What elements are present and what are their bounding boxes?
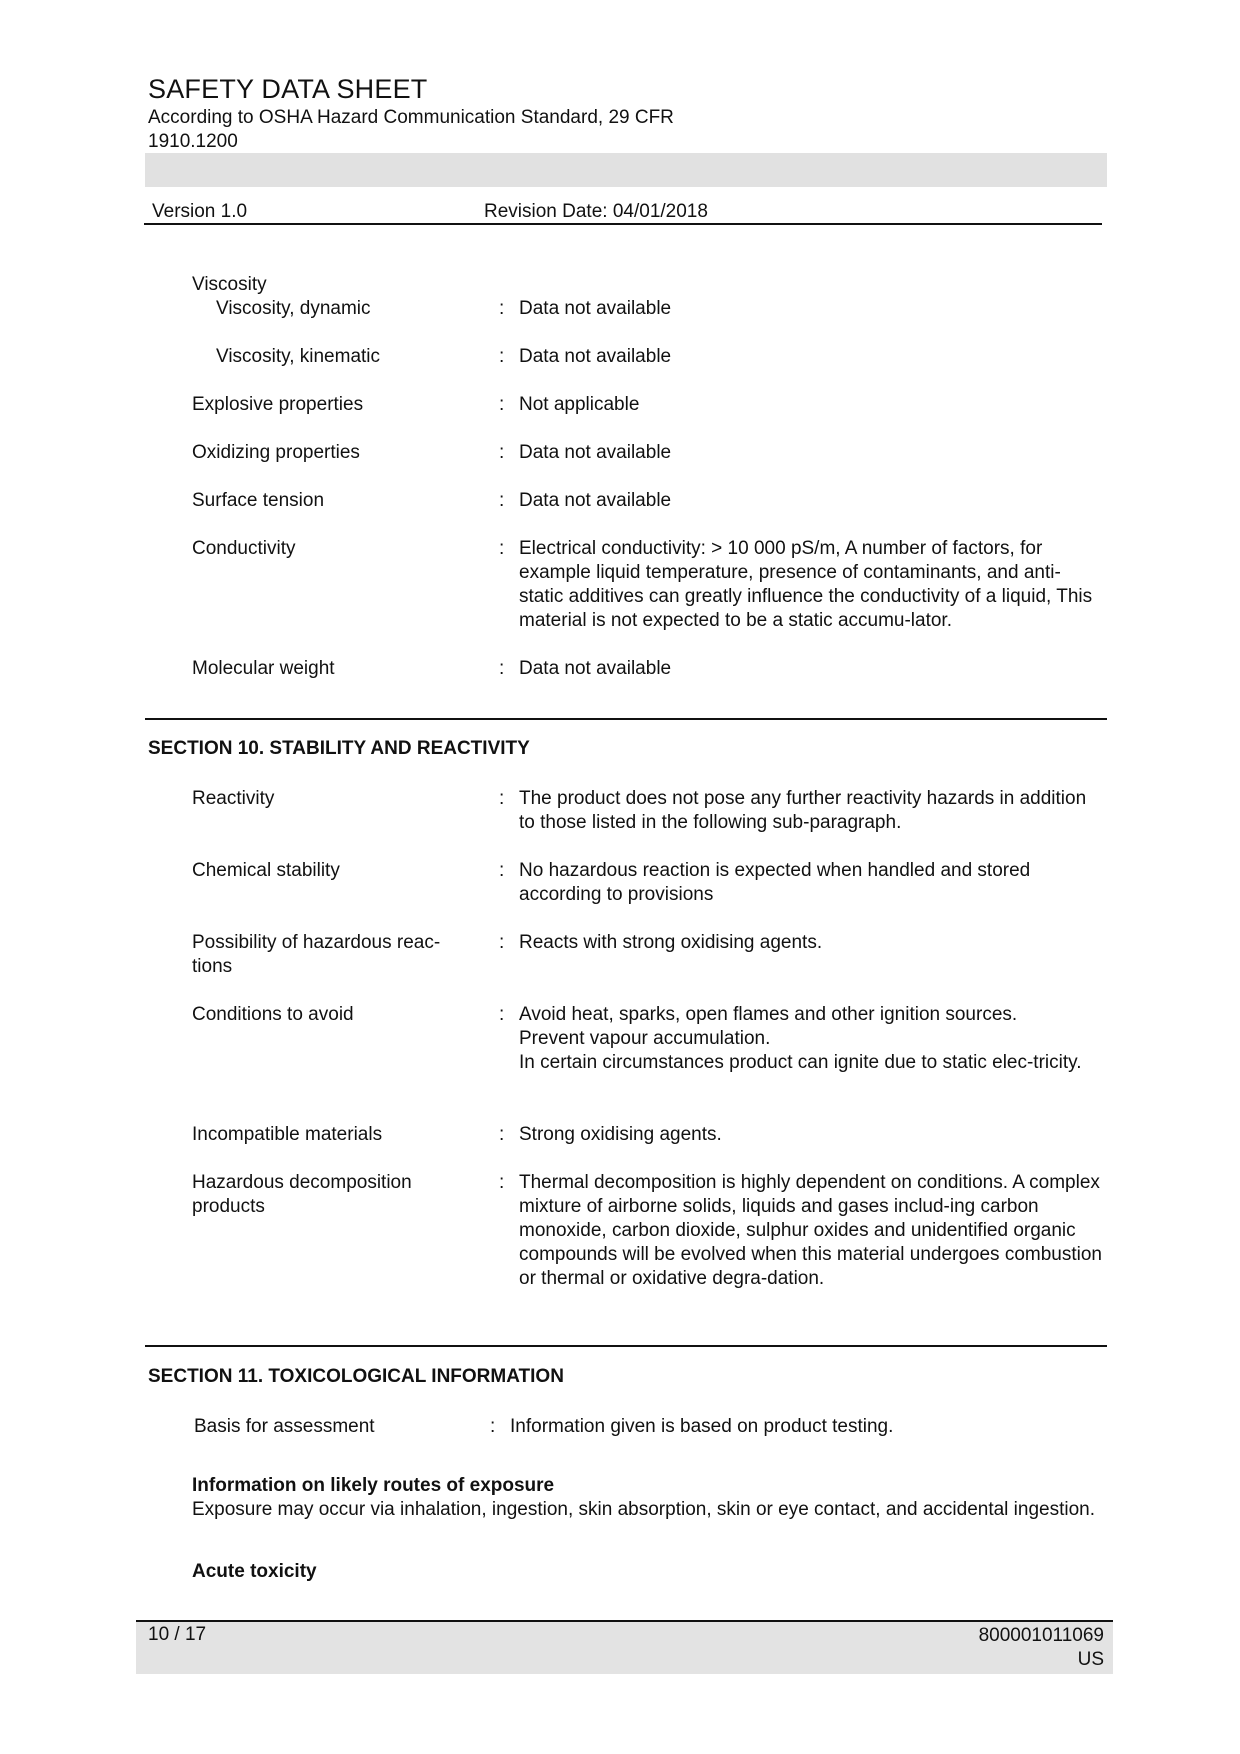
property-value: Data not available: [519, 490, 672, 511]
property-label: Reactivity: [192, 788, 275, 809]
property-value: The product does not pose any further reactivity hazards in addition to those listed in the following sub-paragraph.: [519, 788, 1087, 833]
acute-toxicity-heading: Acute toxicity: [192, 1561, 317, 1582]
property-label: Possibility of hazardous reac-tions: [192, 932, 441, 977]
subtitle-line-1: According to OSHA Hazard Communication Standard, 29 CFR: [148, 107, 674, 128]
property-value: Strong oxidising agents.: [519, 1124, 722, 1145]
condition-line: Prevent vapour accumulation.: [519, 1028, 771, 1049]
document-title: SAFETY DATA SHEET: [148, 74, 428, 104]
property-label: Molecular weight: [192, 658, 335, 679]
section-divider: [145, 718, 1107, 720]
document-region: US: [1077, 1649, 1104, 1670]
property-value: Data not available: [519, 442, 672, 463]
property-label: Explosive properties: [192, 394, 364, 415]
condition-line: Avoid heat, sparks, open flames and other ignition sources.: [519, 1004, 1018, 1025]
property-label: Viscosity, dynamic: [216, 298, 371, 319]
routes-text: Exposure may occur via inhalation, ingestion, skin absorption, skin or eye contact, and accidental ingestion.: [192, 1499, 1096, 1520]
section-11-heading: SECTION 11. TOXICOLOGICAL INFORMATION: [148, 1366, 564, 1387]
property-label: Surface tension: [192, 490, 325, 511]
property-value: Thermal decomposition is highly dependent on conditions. A complex mixture of airborne solids, liquids and gases includ-ing carbon monoxide, carbon dioxide, sulphur oxides and unidentified organic compounds will be evolved when this material undergoes combustion or thermal or oxidative degra-dation.: [519, 1172, 1102, 1289]
property-label: Conductivity: [192, 538, 296, 559]
header-grey-band: [145, 153, 1107, 187]
routes-heading: Information on likely routes of exposure: [192, 1475, 555, 1496]
page-number: 10 / 17: [148, 1624, 207, 1645]
property-value: Information given is based on product testing.: [510, 1416, 894, 1437]
section-divider: [145, 1345, 1107, 1347]
subtitle-line-2: 1910.1200: [148, 131, 238, 152]
condition-line: In certain circumstances product can ignite due to static elec-tricity.: [519, 1052, 1082, 1073]
footer-band: [136, 1620, 1113, 1674]
header-divider: [144, 223, 1102, 225]
property-label: Chemical stability: [192, 860, 340, 881]
property-value: Data not available: [519, 298, 672, 319]
property-label: Viscosity, kinematic: [216, 346, 381, 367]
property-value: Electrical conductivity: > 10 000 pS/m, A number of factors, for example liquid temperature, presence of contaminants, and anti-static additives can greatly influence the conductivity of a liquid, This material is not expected to be a static accumu-lator.: [519, 538, 1093, 631]
version-label: Version 1.0: [152, 201, 248, 222]
property-value: [519, 1003, 1102, 1075]
property-label: Basis for assessment: [194, 1416, 375, 1437]
property-value: Data not available: [519, 658, 672, 679]
document-id: [979, 1624, 1104, 1672]
property-label: Incompatible materials: [192, 1124, 383, 1145]
property-value: Not applicable: [519, 394, 640, 415]
revision-date: Revision Date: 04/01/2018: [484, 201, 708, 222]
section-10-heading: SECTION 10. STABILITY AND REACTIVITY: [148, 738, 530, 759]
viscosity-heading: Viscosity: [192, 274, 267, 295]
property-value: Data not available: [519, 346, 672, 367]
document-subtitle: [148, 106, 768, 154]
property-value: Reacts with strong oxidising agents.: [519, 932, 823, 953]
property-label: Hazardous decomposition products: [192, 1172, 412, 1217]
property-value: No hazardous reaction is expected when handled and stored according to provisions: [519, 860, 1031, 905]
property-label: Oxidizing properties: [192, 442, 360, 463]
property-label: Conditions to avoid: [192, 1004, 354, 1025]
document-number: 800001011069: [978, 1625, 1104, 1646]
